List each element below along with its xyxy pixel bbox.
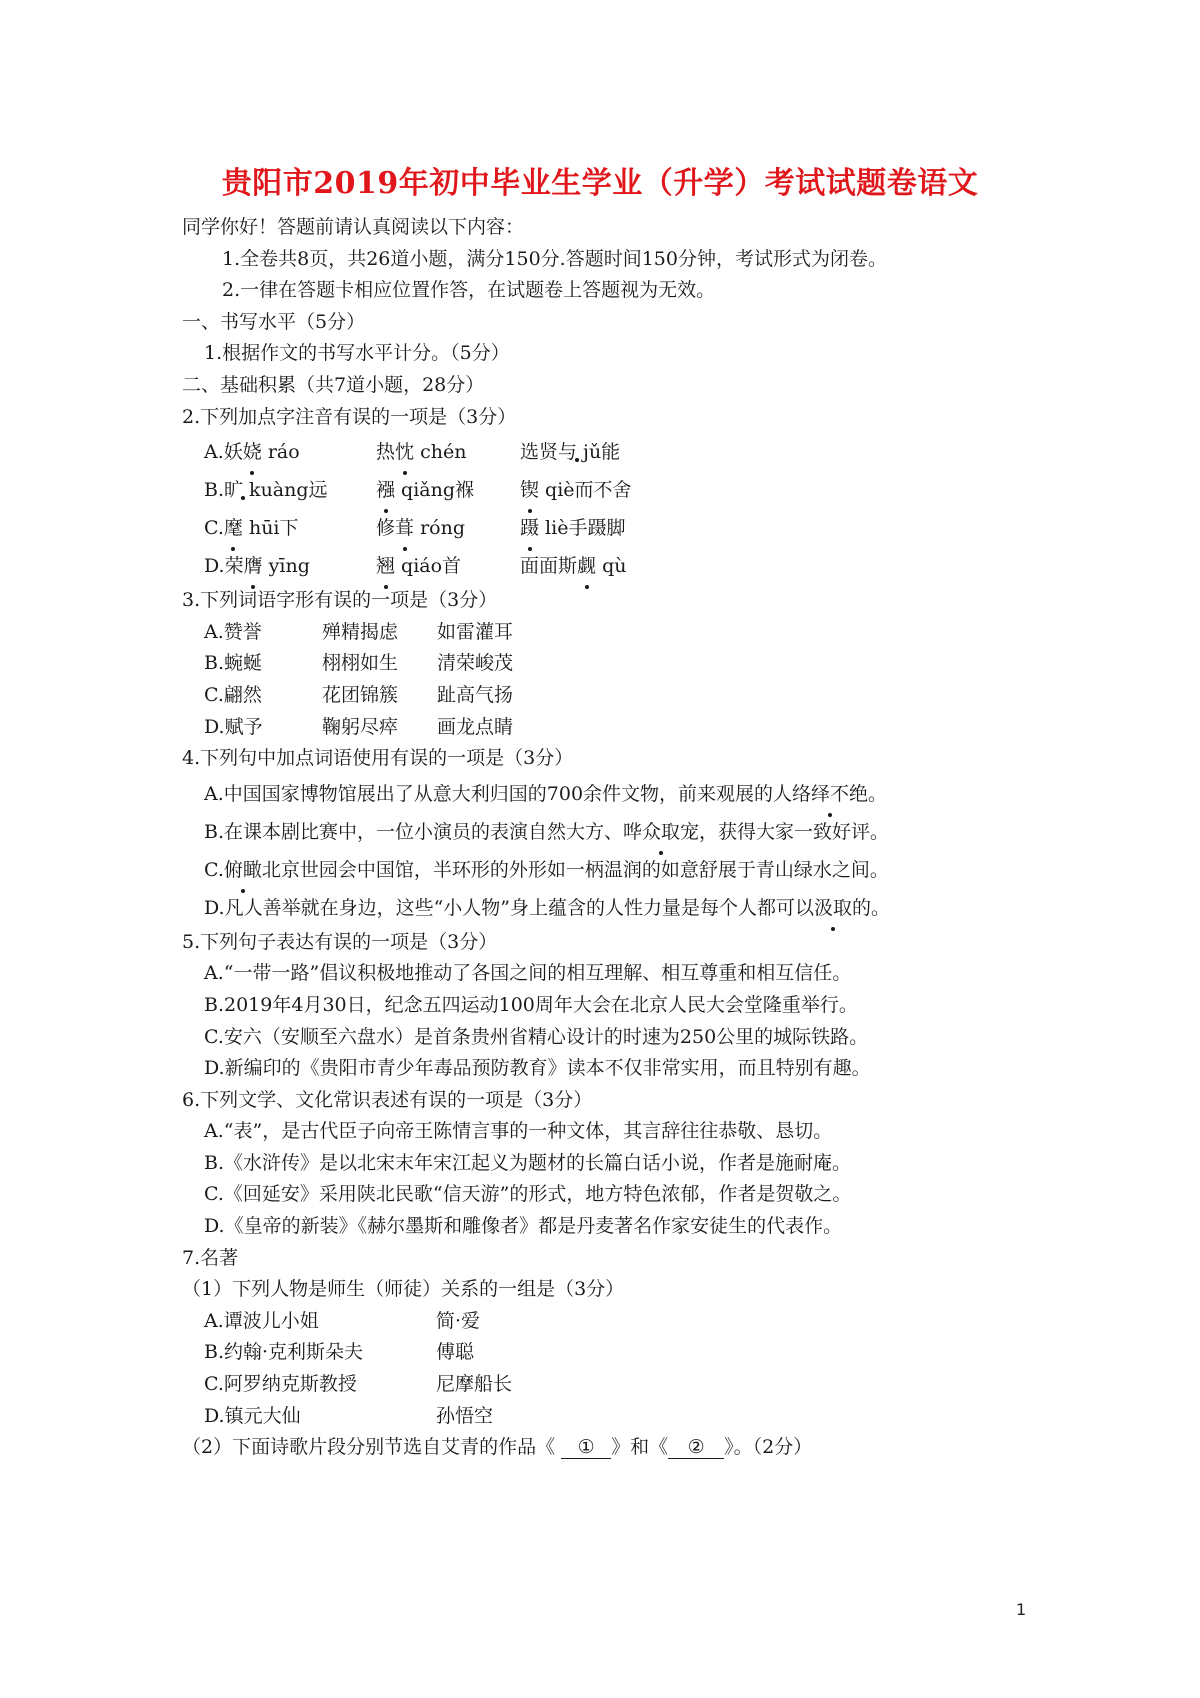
text: 北京世园会中国馆，半环形的外形如一柄温润的如意舒展于青山绿水之间。 [261, 858, 889, 881]
question-4-stem: 4.下列句中加点词语使用有误的一项是（3分） [182, 747, 574, 770]
intro-note-2: 2.一律在答题卡相应位置作答，在试题卷上答题视为无效。 [222, 279, 716, 302]
pinyin: qiáo首 [395, 555, 462, 578]
question-2-option-a [182, 433, 1062, 471]
text: D.荣 [204, 555, 244, 578]
question-3-stem: 3.下列词语字形有误的一项是（3分） [182, 589, 498, 612]
word: 清荣峻茂 [437, 652, 514, 675]
question-5-option-d: D.新编印的《贵阳市青少年毒品预防教育》读本不仅非常实用，而且特别有趣。 [204, 1057, 871, 1080]
person: 简·爱 [436, 1309, 481, 1332]
section-heading-basics: 二、基础积累（共7道小题，28分） [182, 373, 485, 396]
pinyin: ráo [261, 441, 300, 464]
question-3-option-c [182, 680, 1062, 712]
dotted-char: 翘 [376, 547, 395, 585]
word: 如雷灌耳 [437, 620, 514, 643]
question-5-option-c: C.安六（安顺至六盘水）是首条贵州省精心设计的时速为250公里的城际铁路。 [204, 1025, 869, 1048]
question-6-option-d: D.《皇帝的新装》《赫尔墨斯和雕像者》都是丹麦著名作家安徒生的代表作。 [204, 1215, 843, 1238]
text: 。 [868, 782, 888, 805]
text: ，获得大家一致好评。 [699, 820, 890, 843]
question-6-stem: 6.下列文学、文化常识表述有误的一项是（3分） [182, 1088, 593, 1111]
dotted-phrase: 俯瞰 [224, 851, 262, 889]
question-4-option-b [182, 813, 1062, 851]
text: 》和《 [611, 1436, 669, 1459]
question-7-part-1: （1）下列人物是师生（师徒）关系的一组是（3分） [182, 1278, 625, 1301]
dotted-phrase: 哗众取宠 [623, 813, 699, 851]
exam-title: 贵阳市2019年初中毕业生学业（升学）考试试题卷语文 [221, 166, 979, 201]
dotted-phrase: 汲取 [814, 889, 852, 927]
question-7-option-c [182, 1369, 1062, 1401]
question-7-option-b [182, 1337, 1062, 1369]
dotted-char: 襁 [376, 471, 395, 509]
question-5-stem: 5.下列句子表达有误的一项是（3分） [182, 930, 498, 953]
section-heading-writing: 一、书写水平（5分） [182, 310, 366, 333]
text: 面面斯 [520, 555, 578, 578]
person: 傅聪 [436, 1341, 475, 1364]
text: 修 [376, 517, 396, 540]
text: B.旷 [204, 479, 244, 502]
answer-blank-2[interactable]: ② [668, 1436, 724, 1459]
word: C.翩然 [204, 683, 262, 706]
word: A.赞誉 [204, 620, 262, 643]
person: B.约翰·克利斯朵夫 [204, 1341, 364, 1364]
text: D.凡人善举就在身边，这些“小人物”身上蕴含的人性力量是每个人都可以 [204, 896, 815, 919]
text: C. [204, 858, 224, 881]
pinyin: qiè而不舍 [539, 479, 632, 502]
dotted-char: 锲 [520, 471, 539, 509]
question-7-stem: 7.名著 [182, 1246, 239, 1269]
question-6-option-b: B.《水浒传》是以北宋末年宋江起义为题材的长篇白话小说，作者是施耐庵。 [204, 1151, 852, 1174]
text: 》。（2分） [724, 1436, 813, 1459]
question-2-option-c [182, 509, 1062, 547]
question-7-option-a [182, 1306, 1062, 1338]
word: 鞠躬尽瘁 [322, 715, 399, 738]
question-2-option-b [182, 471, 1062, 509]
word: 画龙点睛 [437, 715, 514, 738]
person: 孙悟空 [436, 1404, 494, 1427]
text: 的。 [852, 896, 891, 919]
person: 尼摩船长 [436, 1373, 513, 1396]
question-2-stem: 2.下列加点字注音有误的一项是（3分） [182, 405, 517, 428]
pinyin: hūi下 [242, 517, 299, 540]
word: 趾高气扬 [437, 683, 514, 706]
question-3-option-d [182, 712, 1062, 744]
question-4-option-d [182, 889, 1062, 927]
dotted-char: 觑 [577, 547, 596, 585]
exam-body [182, 212, 1062, 1464]
text: C. [204, 517, 224, 540]
intro-note-1: 1.全卷共8页，共26道小题，满分150分.答题时间150分钟，考试形式为闭卷。 [222, 247, 887, 270]
text: （2）下面诗歌片段分别节选自艾青的作品《 [182, 1436, 556, 1459]
dotted-char: 葺 [395, 509, 414, 547]
question-4-option-a [182, 775, 1062, 813]
pinyin: liè手蹑脚 [539, 517, 626, 540]
question-4-option-c [182, 851, 1062, 889]
pinyin: jǔ能 [577, 441, 621, 464]
person: A.谭波儿小姐 [204, 1309, 319, 1332]
answer-blank-1[interactable]: ① [561, 1436, 611, 1459]
pinyin: yīng [262, 555, 310, 578]
dotted-char: 膺 [244, 547, 263, 585]
dotted-char: 麾 [224, 509, 243, 547]
text: 选贤与 [520, 441, 578, 464]
word: D.赋予 [204, 715, 263, 738]
word: B.蜿蜒 [204, 652, 263, 675]
word: 花团锦簇 [322, 683, 399, 706]
intro-greeting: 同学你好！答题前请认真阅读以下内容： [182, 216, 525, 238]
dotted-phrase: 络绎不绝 [792, 775, 868, 813]
dotted-char: 忱 [395, 433, 414, 471]
question-7-part-2 [182, 1432, 1062, 1464]
pinyin: chén [414, 441, 467, 464]
question-7-option-d [182, 1401, 1062, 1433]
dotted-char: 娆 [243, 433, 262, 471]
pinyin: kuàng远 [243, 479, 328, 502]
question-3-option-a [182, 617, 1062, 649]
text: 热 [376, 441, 396, 464]
text: B.在课本剧比赛中，一位小演员的表演自然大方、 [204, 820, 624, 843]
question-5-option-a: A.“一带一路”倡议积极地推动了各国之间的相互理解、相互尊重和相互信任。 [204, 962, 852, 985]
word: 栩栩如生 [322, 652, 399, 675]
question-6-option-a: A.“表”，是古代臣子向帝王陈情言事的一种文体，其言辞往往恭敬、恳切。 [204, 1120, 833, 1143]
text: A.妖 [204, 441, 243, 464]
pinyin: róng [414, 517, 465, 540]
word: 殚精揭虑 [322, 620, 399, 643]
question-3-option-b [182, 648, 1062, 680]
pinyin: qiǎng褓 [395, 479, 475, 502]
person: C.阿罗纳克斯教授 [204, 1373, 357, 1396]
question-1: 1.根据作文的书写水平计分。（5分） [204, 342, 510, 365]
text: A.中国国家博物馆展出了从意大利归国的700余件文物，前来观展的人 [204, 782, 793, 805]
person: D.镇元大仙 [204, 1404, 301, 1427]
question-6-option-c: C.《回延安》采用陕北民歌“信天游”的形式，地方特色浓郁，作者是贺敬之。 [204, 1183, 852, 1206]
page-number: 1 [1016, 1600, 1027, 1619]
question-5-option-b: B.2019年4月30日，纪念五四运动100周年大会在北京人民大会堂隆重举行。 [204, 993, 858, 1016]
question-2-option-d [182, 547, 1062, 585]
pinyin: qù [596, 555, 627, 578]
dotted-char: 蹑 [520, 509, 539, 547]
